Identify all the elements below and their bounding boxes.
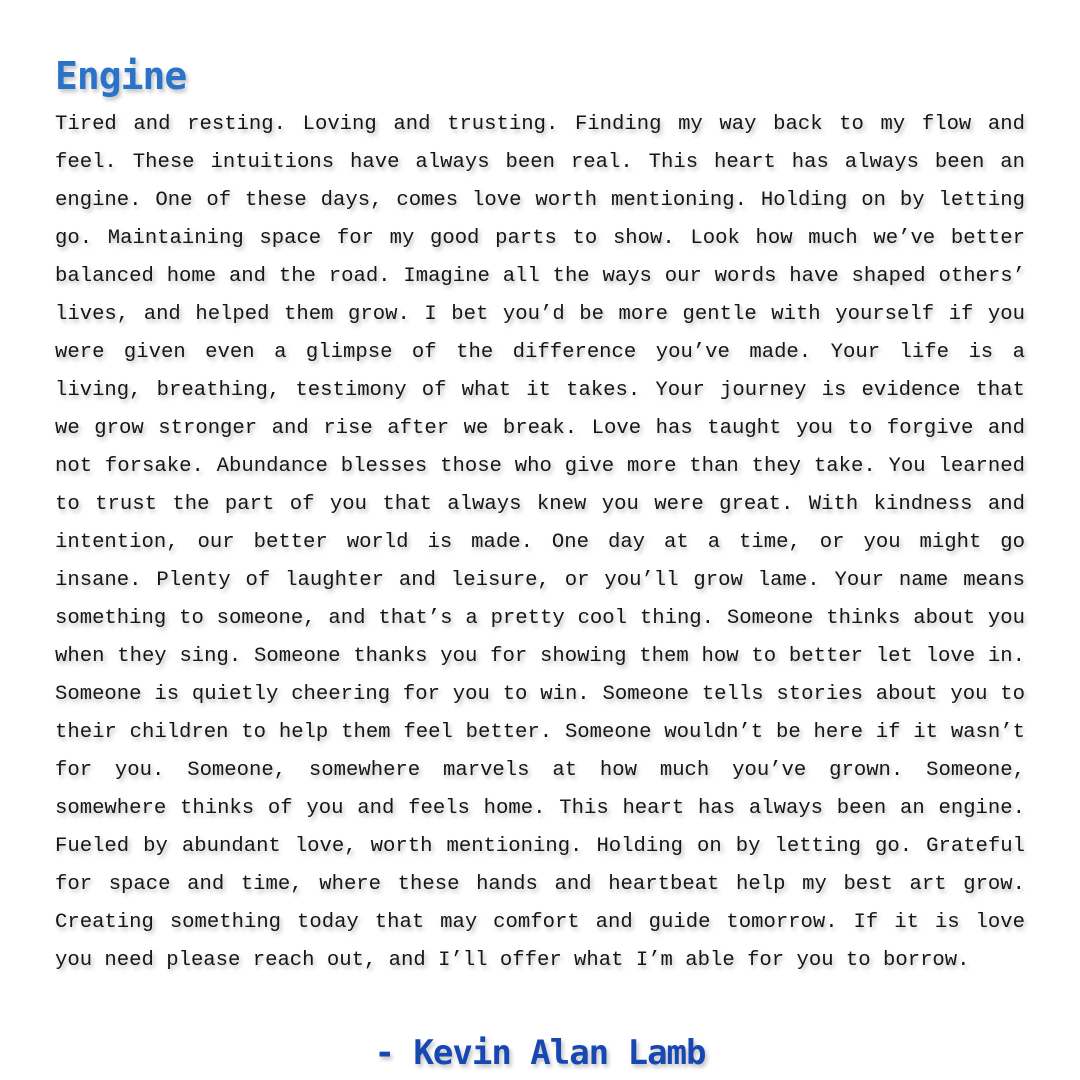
poem-container	[55, 52, 1025, 980]
poem-body: Tired and resting. Loving and trusting. Finding my way back to my flow and feel. These intuitions have always been real. This heart has always been an engine. One of these days, comes love worth mentioning. Holding on by letting go. Maintaining space for my good parts to show. Look how much we’ve better balanced home and the road. Imagine all the ways our words have shaped others’ lives, and helped them grow. I bet you’d be more gentle with yourself if you were given even a glimpse of the difference you’ve made. Your life is a living, breathing, testimony of what it takes. Your journey is evidence that we grow stronger and rise after we break. Love has taught you to forgive and not forsake. Abundance blesses those who give more than they take. You learned to trust the part of you that always knew you were great. With kindness and intention, our better world is made. One day at a time, or you might go insane. Plenty of laughter and leisure, or you’ll grow lame. Your name means something to someone, and that’s a pretty cool thing. Someone thinks about you when they sing. Someone thanks you for showing them how to better let love in. Someone is quietly cheering for you to win. Someone tells stories about you to their children to help them feel better. Someone wouldn’t be here if it wasn’t for you. Someone, somewhere marvels at how much you’ve grown. Someone, somewhere thinks of you and feels home. This heart has always been an engine. Fueled by abundant love, worth mentioning. Holding on by letting go. Grateful for space and time, where these hands and heartbeat help my best art grow. Creating something today that may comfort and guide tomorrow. If it is love you need please reach out, and I’ll offer what I’m able for you to borrow.	[55, 113, 1025, 972]
poem-title: Engine	[55, 54, 187, 98]
author-signature: - Kevin Alan Lamb	[374, 1033, 706, 1073]
